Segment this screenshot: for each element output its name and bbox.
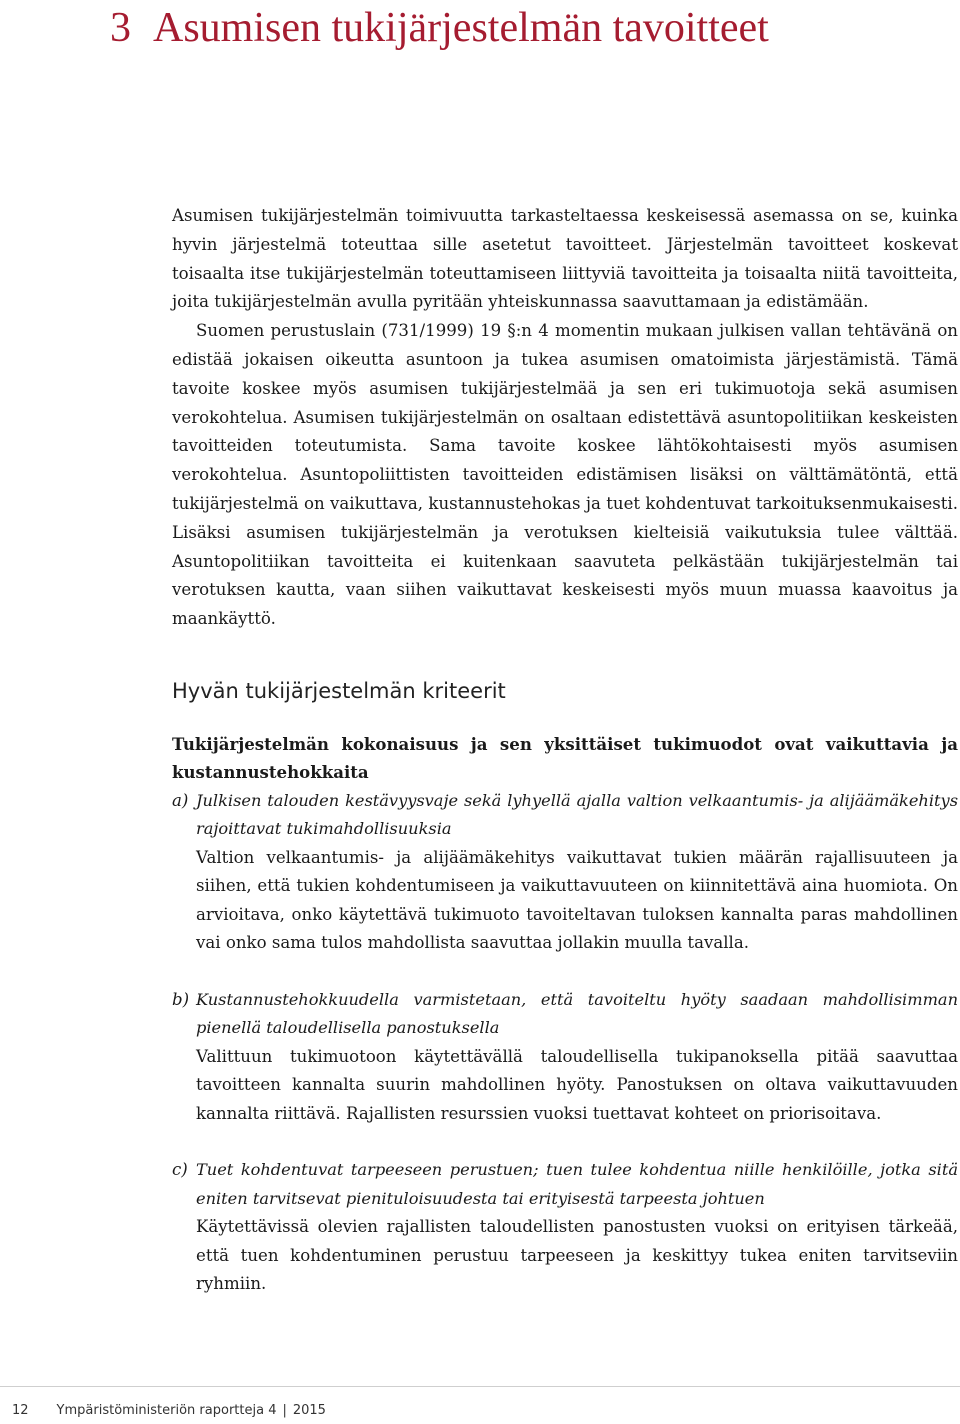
page-footer	[12, 1402, 326, 1420]
criterion-heading: Kustannustehokkuudella varmistetaan, että tavoiteltu hyöty saadaan mahdollisimman pienellä taloudellisella panostuksella	[196, 989, 958, 1038]
section-heading: Hyvän tukijärjestelmän kriteerit	[172, 678, 506, 703]
criterion-heading: Julkisen talouden kestävyysvaje sekä lyhyellä ajalla valtion velkaantumis- ja alijäämäkehitys rajoittavat tukimahdollisuuksia	[196, 790, 958, 839]
criterion-letter: b)	[172, 989, 190, 1009]
chapter-title-text: Asumisen tukijärjestelmän tavoitteet	[153, 5, 769, 51]
footer-separator: |	[282, 1403, 287, 1418]
main-content	[172, 202, 958, 1299]
criterion-body: Valtion velkaantumis- ja alijäämäkehitys vaikuttavat tukien määrän rajallisuuteen ja siihen, että tukien kohdentumiseen ja vaikuttavuuteen on kiinnitettävä aina huomiota. On arvioitava, onko käytettävä tukimuoto tavoiteltavan tuloksen kannalta paras mahdollinen vai onko sama tulos mahdollista saavuttaa jollakin muulla tavalla.	[196, 847, 958, 953]
intro-paragraph: Asumisen tukijärjestelmän toimivuutta tarkasteltaessa keskeisessä asemassa on se, kuinka hyvin järjestelmä toteuttaa sille asetetut tavoitteet. Järjestelmän tavoitteet koskevat toisaalta itse tukijärjestelmän toteuttamiseen liittyviä tavoitteita ja toisaalta niitä tavoitteita, joita tukijärjestelmän avulla pyritään yhteiskunnassa saavuttamaan ja edistämään.	[172, 206, 958, 312]
criterion-body: Käytettävissä olevien rajallisten taloudellisten panostusten vuoksi on erityisen tärkeää, että tuen kohdentuminen perustuu tarpeeseen ja keskittyy tukea eniten tarvitseviin ryhmiin.	[196, 1217, 958, 1294]
chapter-title	[110, 4, 769, 52]
chapter-number: 3	[110, 5, 131, 51]
criterion-letter: a)	[172, 790, 189, 810]
publication-name: Ympäristöministeriön raportteja 4	[56, 1403, 277, 1418]
criterion-a	[172, 787, 958, 958]
criterion-heading: Tuet kohdentuvat tarpeeseen perustuen; tuen tulee kohdentua niille henkilöille, jotka sitä eniten tarvitsevat pienituloisuudesta tai erityisestä tarpeesta johtuen	[196, 1160, 958, 1208]
page-number: 12	[12, 1403, 29, 1418]
criterion-c	[172, 1156, 958, 1299]
footer-divider	[0, 1386, 960, 1387]
criteria-title: Tukijärjestelmän kokonaisuus ja sen yksittäiset tukimuodot ovat vaikuttavia ja kustannustehokkaita	[172, 733, 958, 783]
criterion-b	[172, 986, 958, 1129]
criterion-body: Valittuun tukimuotoon käytettävällä taloudellisella tukipanoksella pitää saavuttaa tavoitteen kannalta suurin mahdollinen hyöty. Panostuksen on oltava vaikuttavuuden kannalta riittävä. Rajallisten resurssien vuoksi tuettavat kohteet on priorisoitava.	[196, 1046, 958, 1123]
publication-year: 2015	[292, 1403, 326, 1418]
criterion-letter: c)	[172, 1160, 188, 1180]
intro-paragraph: Suomen perustuslain (731/1999) 19 §:n 4 momentin mukaan julkisen vallan tehtävänä on edistää jokaisen oikeutta asuntoon ja tukea asumisen omatoimista järjestämistä. Tämä tavoite koskee myös asumisen tukijärjestelmää ja sen eri tukimuotoja sekä asumisen verokohtelua. Asumisen tukijärjestelmän on osaltaan edistettävä asuntopolitiikan keskeisten tavoitteiden toteutumista. Sama tavoite koskee lähtökohtaisesti myös asumisen verokohtelua. Asuntopoliittisten tavoitteiden edistämisen lisäksi on välttämätöntä, että tukijärjestelmä on vaikuttava, kustannustehokas ja tuet kohdentuvat tarkoituksenmukaisesti. Lisäksi asumisen tukijärjestelmän ja verotuksen kielteisiä vaikutuksia tulee välttää. Asuntopolitiikan tavoitteita ei kuitenkaan saavuteta pelkästään tukijärjestelmän tai verotuksen kautta, vaan siihen vaikuttavat keskeisesti myös muun muassa kaavoitus ja maankäyttö.	[172, 321, 958, 629]
